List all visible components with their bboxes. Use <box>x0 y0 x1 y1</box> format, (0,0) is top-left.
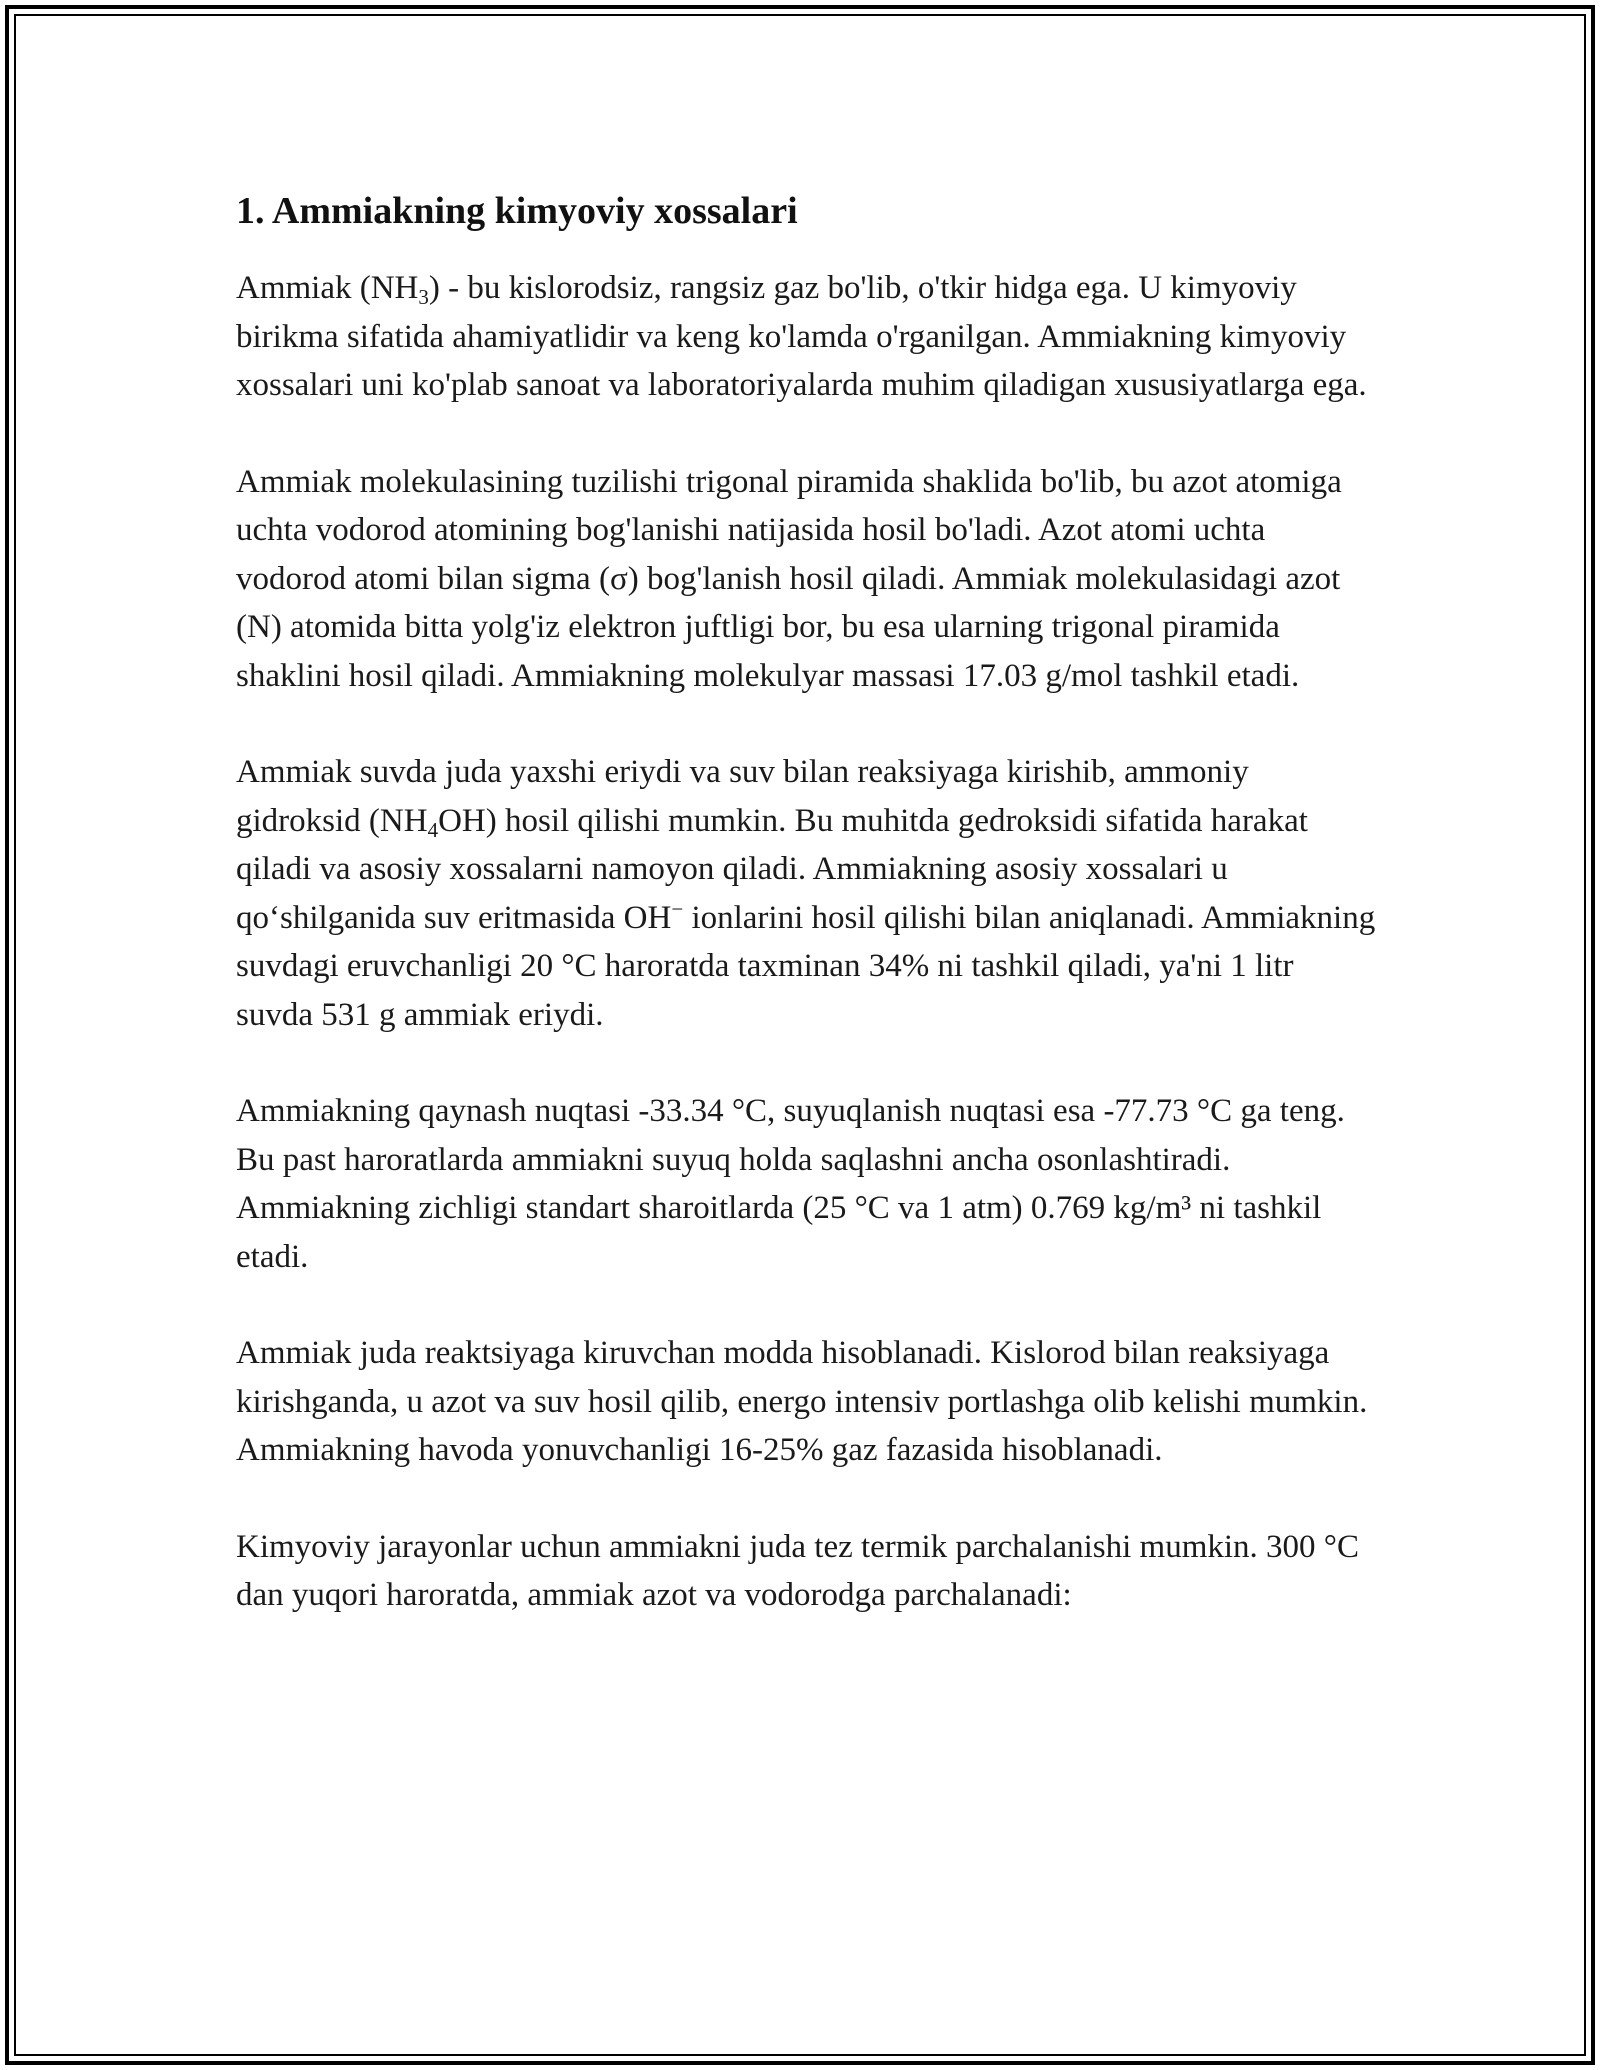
paragraph-solubility <box>236 748 1376 1039</box>
paragraph-solubility-text-a: Ammiak suvda juda yaxshi eriydi va suv bilan reaksiyaga kirishib, ammoniy gidroksid (NH <box>236 754 1249 839</box>
document-body <box>236 186 1376 1668</box>
section-heading: 1. Ammiakning kimyoviy xossalari <box>236 190 798 232</box>
paragraph-intro <box>236 264 1376 410</box>
paragraph-solubility-text-c: ionlarini hosil qilishi bilan aniqlanadi. Ammiakning suvdagi eruvchanligi 20 °C haroratda taxminan 34% ni tashkil qiladi, ya'ni 1 litr suvda 531 g ammiak eriydi. <box>236 899 1376 1033</box>
paragraph-reactivity: Ammiak juda reaktsiyaga kiruvchan modda hisoblanadi. Kislorod bilan reaksiyaga kirishganda, u azot va suv hosil qilib, energo intensiv portlashga olib kelishi mumkin. Ammiakning havoda yonuvchanligi 16-25% gaz fazasida hisoblanadi. <box>236 1335 1368 1468</box>
paragraph-intro-text-a: Ammiak (NH <box>236 270 419 306</box>
nh4oh-subscript: 4 <box>427 817 439 842</box>
nh3-subscript: 3 <box>418 285 429 309</box>
paragraph-structure: Ammiak molekulasining tuzilishi trigonal piramida shaklida bo'lib, bu azot atomiga uchta vodorod atomining bog'lanishi natijasida hosil bo'ladi. Azot atomi uchta vodorod atomi bilan sigma (σ) bog'lanish hosil qiladi. Ammiak molekulasidagi azot (N) atomida bitta yolg'iz elektron juftligi bor, bu esa ularning trigonal piramida shaklini hosil qiladi. Ammiakning molekulyar massasi 17.03 g/mol tashkil etadi. <box>236 463 1342 694</box>
paragraph-intro-text-b: ) - bu kislorodsiz, rangsiz gaz bo'lib, o'tkir hidga ega. U kimyoviy birikma sifatida ahamiyatlidir va keng ko'lamda o'rganilgan. Ammiakning kimyoviy xossalari uni ko'plab sanoat va laboratoriyalarda muhim qiladigan xususiyatlarga ega. <box>236 270 1367 403</box>
paragraph-decomposition: Kimyoviy jarayonlar uchun ammiakni juda tez termik parchalanishi mumkin. 300 °C dan yuqori haroratda, ammiak azot va vodorodga parchalanadi: <box>236 1528 1360 1613</box>
paragraph-physical-properties: Ammiakning qaynash nuqtasi -33.34 °C, suyuqlanish nuqtasi esa -77.73 °C ga teng. Bu past haroratlarda ammiakni suyuq holda saqlashni ancha osonlashtiradi. Ammiakning zichligi standart sharoitlarda (25 °C va 1 atm) 0.769 kg/m³ ni tashkil etadi. <box>236 1093 1345 1275</box>
paragraph-solubility-text-b: OH) hosil qilishi mumkin. Bu muhitda gedroksidi sifatida harakat qiladi va asosiy xossalarni namoyon qiladi. Ammiakning asosiy xossalari u qo‘shilganida suv eritmasida OH <box>236 802 1308 936</box>
oh-superscript: − <box>671 896 684 921</box>
